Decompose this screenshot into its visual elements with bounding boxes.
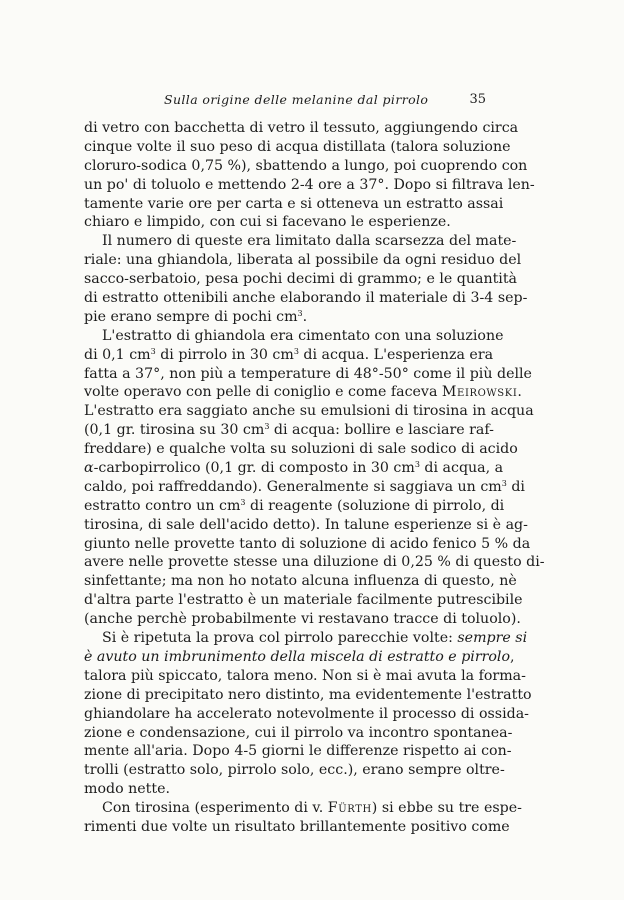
text-fragment: di acqua: bollire e lasciare raf- (269, 422, 494, 439)
text-line: sinfettante; ma non ho notato alcuna influenza di questo, nè (84, 573, 517, 590)
text-line: fatta a 37°, non più a temperature di 48°-50° come il più delle (84, 365, 532, 382)
text-fragment: di 0,1 cm (84, 346, 151, 363)
text-line: L'estratto era saggiato anche su emulsioni di tirosina in acqua (84, 403, 534, 420)
text-fragment: . (302, 308, 308, 325)
text-line (84, 648, 515, 667)
body-text (84, 119, 545, 837)
text-fragment: di pirrolo in 30 cm (155, 346, 294, 363)
text-line: di estratto ottenibili anche elaborando il materiale di 3-4 sep- (84, 290, 528, 307)
text-line: un po' di toluolo e mettendo 2-4 ore a 37°. Dopo si filtrava len- (84, 176, 535, 193)
text-fragment: (0,1 gr. tirosina su 30 cm (84, 422, 265, 439)
text-line (84, 459, 504, 478)
author-name: Fürth (327, 800, 372, 817)
text-fragment: di acqua. L'esperienza era (298, 346, 494, 363)
paragraph-1 (84, 119, 535, 232)
text-line (84, 497, 505, 516)
running-header (84, 92, 486, 112)
greek-alpha: α (84, 460, 94, 477)
text-line: Il numero di queste era limitato dalla scarsezza del mate- (102, 233, 517, 250)
text-fragment: di acqua, a (419, 460, 504, 477)
text-line: riale: una ghiandola, liberata al possibile da ogni residuo del (84, 252, 522, 269)
text-fragment: di (506, 478, 525, 495)
text-line: d'altra parte l'estratto è un materiale facilmente putrescibile (84, 592, 523, 609)
text-line: giunto nelle provette tanto di soluzione di acido fenico 5 % da (84, 535, 531, 552)
italic-emphasis: è avuto un imbrunimento della miscela di estratto e pirrolo (84, 648, 511, 665)
text-line: modo nette. (84, 781, 170, 798)
superscript: 3 (297, 308, 303, 318)
superscript: 3 (293, 346, 299, 356)
text-line (84, 478, 525, 497)
text-line: rimenti due volte un risultato brillantemente positivo come (84, 818, 510, 835)
text-line: trolli (estratto solo, pirrolo solo, ecc.), erano sempre oltre- (84, 762, 505, 779)
text-line (84, 629, 528, 648)
text-fragment: volte operavo con pelle di coniglio e come faceva (84, 384, 438, 401)
superscript: 3 (501, 478, 507, 488)
text-fragment: caldo, poi raffreddando). Generalmente si saggiava un cm (84, 478, 502, 495)
text-fragment: estratto contro un cm (84, 497, 241, 514)
paragraph-5 (84, 799, 522, 837)
text-line: tamente varie ore per carta e si otteneva un estratto assai (84, 195, 504, 212)
text-fragment: di reagente (soluzione di pirrolo, di (245, 497, 505, 514)
text-line: cloruro-sodica 0,75 %), sbattendo a lungo, poi cuoprendo con (84, 157, 528, 174)
text-line: di vetro con bacchetta di vetro il tessuto, aggiungendo circa (84, 120, 519, 136)
text-line: ghiandolare ha accelerato notevolmente il processo di ossida- (84, 705, 529, 722)
text-line: L'estratto di ghiandola era cimentato con una soluzione (102, 327, 504, 344)
author-name: Meirowski (441, 384, 518, 401)
superscript: 3 (414, 460, 420, 470)
text-line: zione di precipitato nero distinto, ma evidentemente l'estratto (84, 686, 532, 703)
text-fragment: ) si ebbe su tre espe- (371, 800, 522, 817)
text-line: zione e condensazione, cui il pirrolo va incontro spontanea- (84, 724, 513, 741)
italic-emphasis: sempre si (457, 630, 528, 647)
text-fragment: . (517, 384, 522, 401)
paragraph-2 (84, 232, 528, 326)
superscript: 3 (240, 497, 246, 507)
text-line: chiaro e limpido, con cui si facevano le esperienze. (84, 214, 451, 231)
text-fragment: Con tirosina (esperimento di v. (102, 800, 324, 817)
text-line: freddare) e qualche volta su soluzioni di sale sodico di acido (84, 441, 518, 458)
text-fragment: -carbopirrolico (0,1 gr. di composto in 30 cm (93, 460, 415, 477)
text-fragment: Si è ripetuta la prova col pirrolo parecchie volte: (102, 630, 458, 647)
text-line: (anche perchè probabilmente vi restavano tracce di toluolo). (84, 611, 521, 628)
text-line: avere nelle provette stesse una diluzione di 0,25 % di questo di- (84, 554, 545, 571)
text-line (84, 346, 494, 365)
text-line (84, 799, 522, 818)
text-line (84, 383, 522, 402)
text-line (84, 421, 494, 440)
text-line: cinque volte il suo peso di acqua distillata (talora soluzione (84, 138, 511, 155)
page-number: 35 (469, 92, 486, 107)
text-line: sacco-serbatoio, pesa pochi decimi di grammo; e le quantità (84, 271, 518, 288)
paragraph-4 (84, 629, 532, 799)
superscript: 3 (150, 346, 156, 356)
superscript: 3 (264, 422, 270, 432)
text-line: talora più spiccato, talora meno. Non si è mai avuta la forma- (84, 667, 526, 684)
paragraph-3 (84, 327, 545, 629)
running-title: Sulla origine delle melanine dal pirrolo (164, 92, 429, 107)
text-fragment: pie erano sempre di pochi cm (84, 308, 298, 325)
text-line: tirosina, di sale dell'acido detto). In talune esperienze si è ag- (84, 516, 528, 533)
text-fragment: , (510, 648, 515, 665)
text-line: mente all'aria. Dopo 4-5 giorni le differenze rispetto ai con- (84, 743, 512, 760)
text-line (84, 308, 486, 327)
